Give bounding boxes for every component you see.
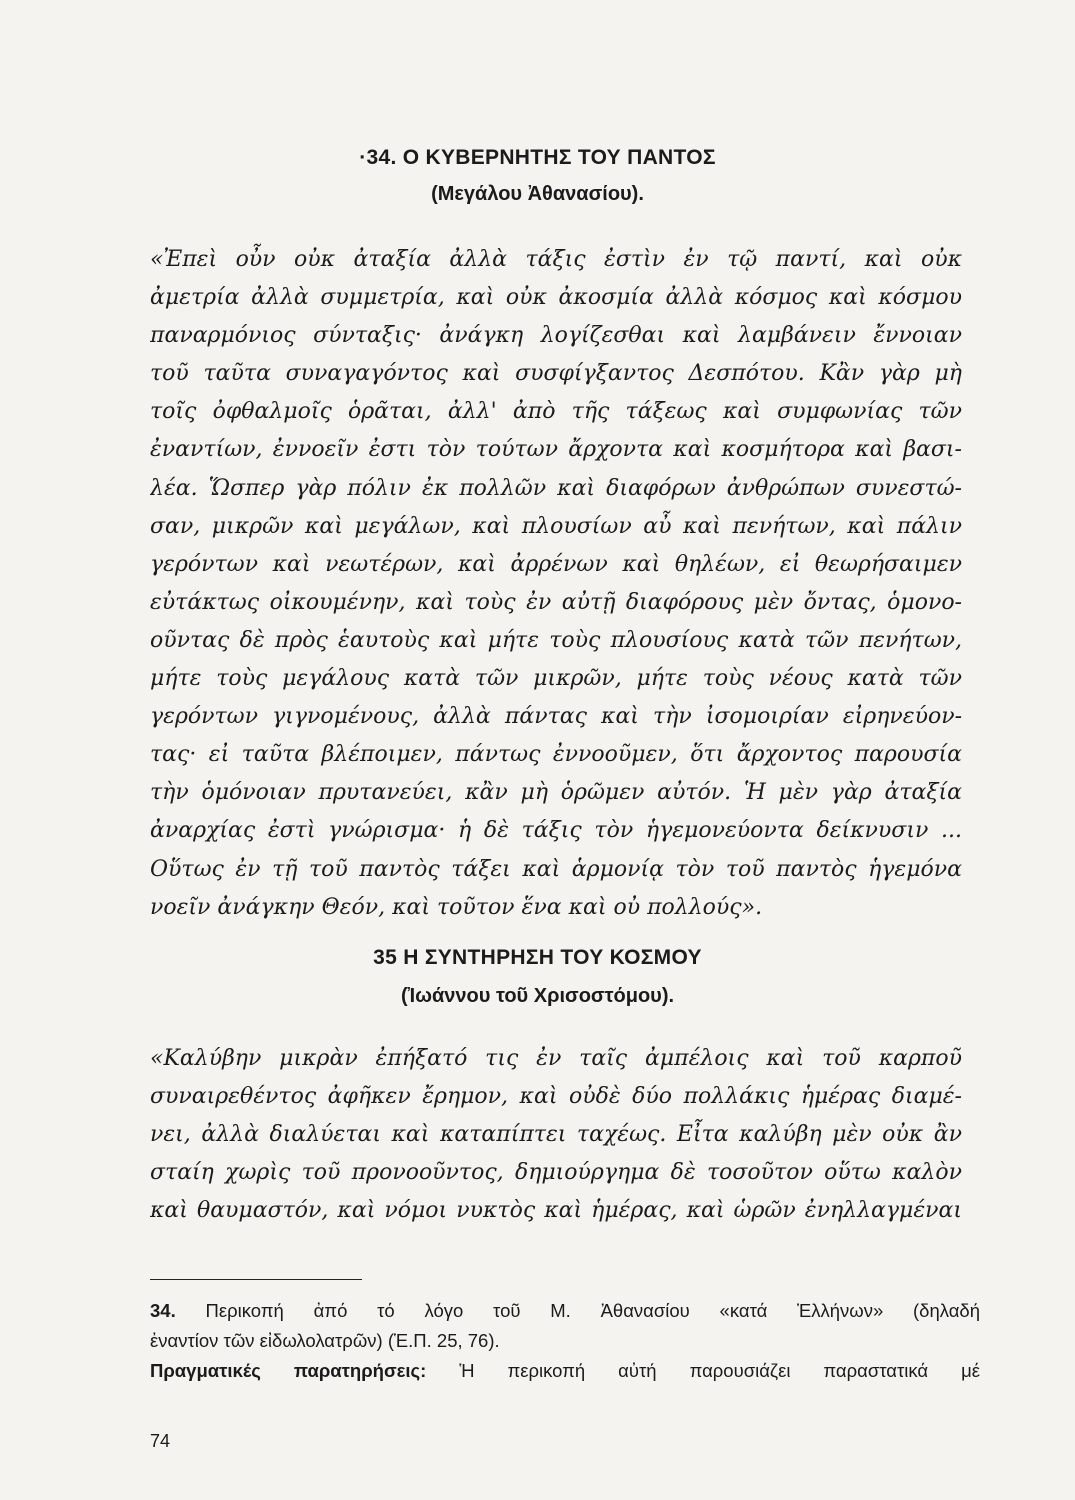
text-line: «Ἐπεὶ οὖν οὐκ ἀταξία ἀλλὰ τάξις ἐστὶν ἐν τῷ παντί, καὶ οὐκ — [150, 247, 962, 272]
text-line: τας· εἰ ταῦτα βλέποιμεν, πάντως ἐννοοῦμεν, ὅτι ἄρχοντος παρουσία — [150, 742, 962, 768]
footnote-line — [150, 1356, 980, 1386]
footnote-text: Περικοπή ἀπό τό λόγο τοῦ Μ. Ἀθανασίου «κατά Ἑλλήνων» (δηλαδή — [205, 1300, 981, 1321]
page-number: 74 — [150, 1431, 171, 1451]
section-34-body — [150, 241, 962, 927]
text-line: «Καλύβην μικρὰν ἐπήξατό τις ἐν ταῖς ἀμπέλοις καὶ τοῦ καρποῦ — [150, 1046, 962, 1071]
text-line: νοεῖν ἀνάγκην Θεόν, καὶ τοῦτον ἕνα καὶ οὐ πολλούς». — [150, 894, 763, 920]
footnote-line: ἐναντίον τῶν εἰδωλολατρῶν) (Ἑ.Π. 25, 76). — [150, 1330, 500, 1351]
section-34-subtitle: (Μεγάλου Ἀθανασίου). — [431, 183, 644, 205]
text-line: συναιρεθέντος ἀφῆκεν ἔρημον, καὶ οὐδὲ δύο πολλάκις ἡμέρας διαμέ- — [150, 1084, 962, 1110]
text-line: ἐναντίων, ἐννοεῖν ἐστι τὸν τούτων ἄρχοντα καὶ κοσμήτορα καὶ βασι- — [150, 437, 962, 463]
section-35-title: 35 Η ΣΥΝΤΗΡΗΣΗ ΤΟΥ ΚΟΣΜΟΥ — [373, 946, 702, 969]
footnotes — [150, 1296, 980, 1386]
section-35-subtitle: (Ἰωάννου τοῦ Χρισοστόμου). — [400, 985, 675, 1007]
footnote-divider — [150, 1279, 362, 1280]
footnote-lead: Πραγματικές παρατηρήσεις: — [150, 1360, 427, 1381]
section-34-title: ·34. Ο ΚΥΒΕΡΝΗΤΗΣ ΤΟΥ ΠΑΝΤΟΣ — [359, 146, 716, 169]
footnote-text: Ἡ περικοπή αὐτή παρουσιάζει παραστατικά μέ — [459, 1360, 981, 1381]
footnote-line — [150, 1296, 980, 1326]
section-35-body — [150, 1040, 962, 1230]
text-line: ἀμετρία ἀλλὰ συμμετρία, καὶ οὐκ ἀκοσμία ἀλλὰ κόσμος καὶ κόσμου — [150, 285, 962, 311]
text-line: μήτε τοὺς μεγάλους κατὰ τῶν μικρῶν, μήτε τοὺς νέους κατὰ τῶν — [150, 666, 962, 692]
text-line: λέα. Ὥσπερ γὰρ πόλιν ἐκ πολλῶν καὶ διαφόρων ἀνθρώπων συνεστώ- — [150, 475, 962, 501]
footnote-number: 34. — [150, 1300, 176, 1321]
text-line: οῦντας δὲ πρὸς ἑαυτοὺς καὶ μήτε τοὺς πλουσίους κατὰ τῶν πενήτων, — [150, 627, 962, 653]
text-line: τοῦ ταῦτα συναγαγόντος καὶ συσφίγξαντος Δεσπότου. Κἂν γὰρ μὴ — [150, 361, 962, 387]
text-line: τοῖς ὀφθαλμοῖς ὁρᾶται, ἀλλ' ἀπὸ τῆς τάξεως καὶ συμφωνίας τῶν — [150, 399, 962, 425]
text-line: γερόντων γιγνομένους, ἀλλὰ πάντας καὶ τὴν ἰσομοιρίαν εἰρηνεύον- — [150, 704, 962, 730]
text-line: καὶ θαυμαστόν, καὶ νόμοι νυκτὸς καὶ ἡμέρας, καὶ ὡρῶν ἐνηλλαγμέναι — [150, 1198, 962, 1224]
text-line: εὐτάκτως οἰκουμένην, καὶ τοὺς ἐν αὐτῇ διαφόρους μὲν ὄντας, ὁμονο- — [150, 589, 962, 615]
text-line: παναρμόνιος σύνταξις· ἀνάγκη λογίζεσθαι καὶ λαμβάνειν ἔννοιαν — [150, 323, 962, 349]
text-line: Οὕτως ἐν τῇ τοῦ παντὸς τάξει καὶ ἁρμονίᾳ τὸν τοῦ παντὸς ἡγεμόνα — [150, 856, 962, 882]
text-line: σταίη χωρὶς τοῦ προνοοῦντος, δημιούργημα δὲ τοσοῦτον οὕτω καλὸν — [150, 1160, 962, 1186]
text-line: σαν, μικρῶν καὶ μεγάλων, καὶ πλουσίων αὖ καὶ πενήτων, καὶ πάλιν — [150, 513, 962, 539]
text-line: τὴν ὁμόνοιαν πρυτανεύει, κἂν μὴ ὁρῶμεν αὐτόν. Ἡ μὲν γὰρ ἀταξία — [150, 780, 962, 806]
text-line: νει, ἀλλὰ διαλύεται καὶ καταπίπτει ταχέως. Εἶτα καλύβη μὲν οὐκ ἂν — [150, 1122, 962, 1148]
text-line: γερόντων καὶ νεωτέρων, καὶ ἀρρένων καὶ θηλέων, εἰ θεωρήσαιμεν — [150, 551, 962, 577]
text-line: ἀναρχίας ἐστὶ γνώρισμα· ἡ δὲ τάξις τὸν ἡγεμονεύοντα δείκνυσιν ... — [150, 818, 962, 844]
